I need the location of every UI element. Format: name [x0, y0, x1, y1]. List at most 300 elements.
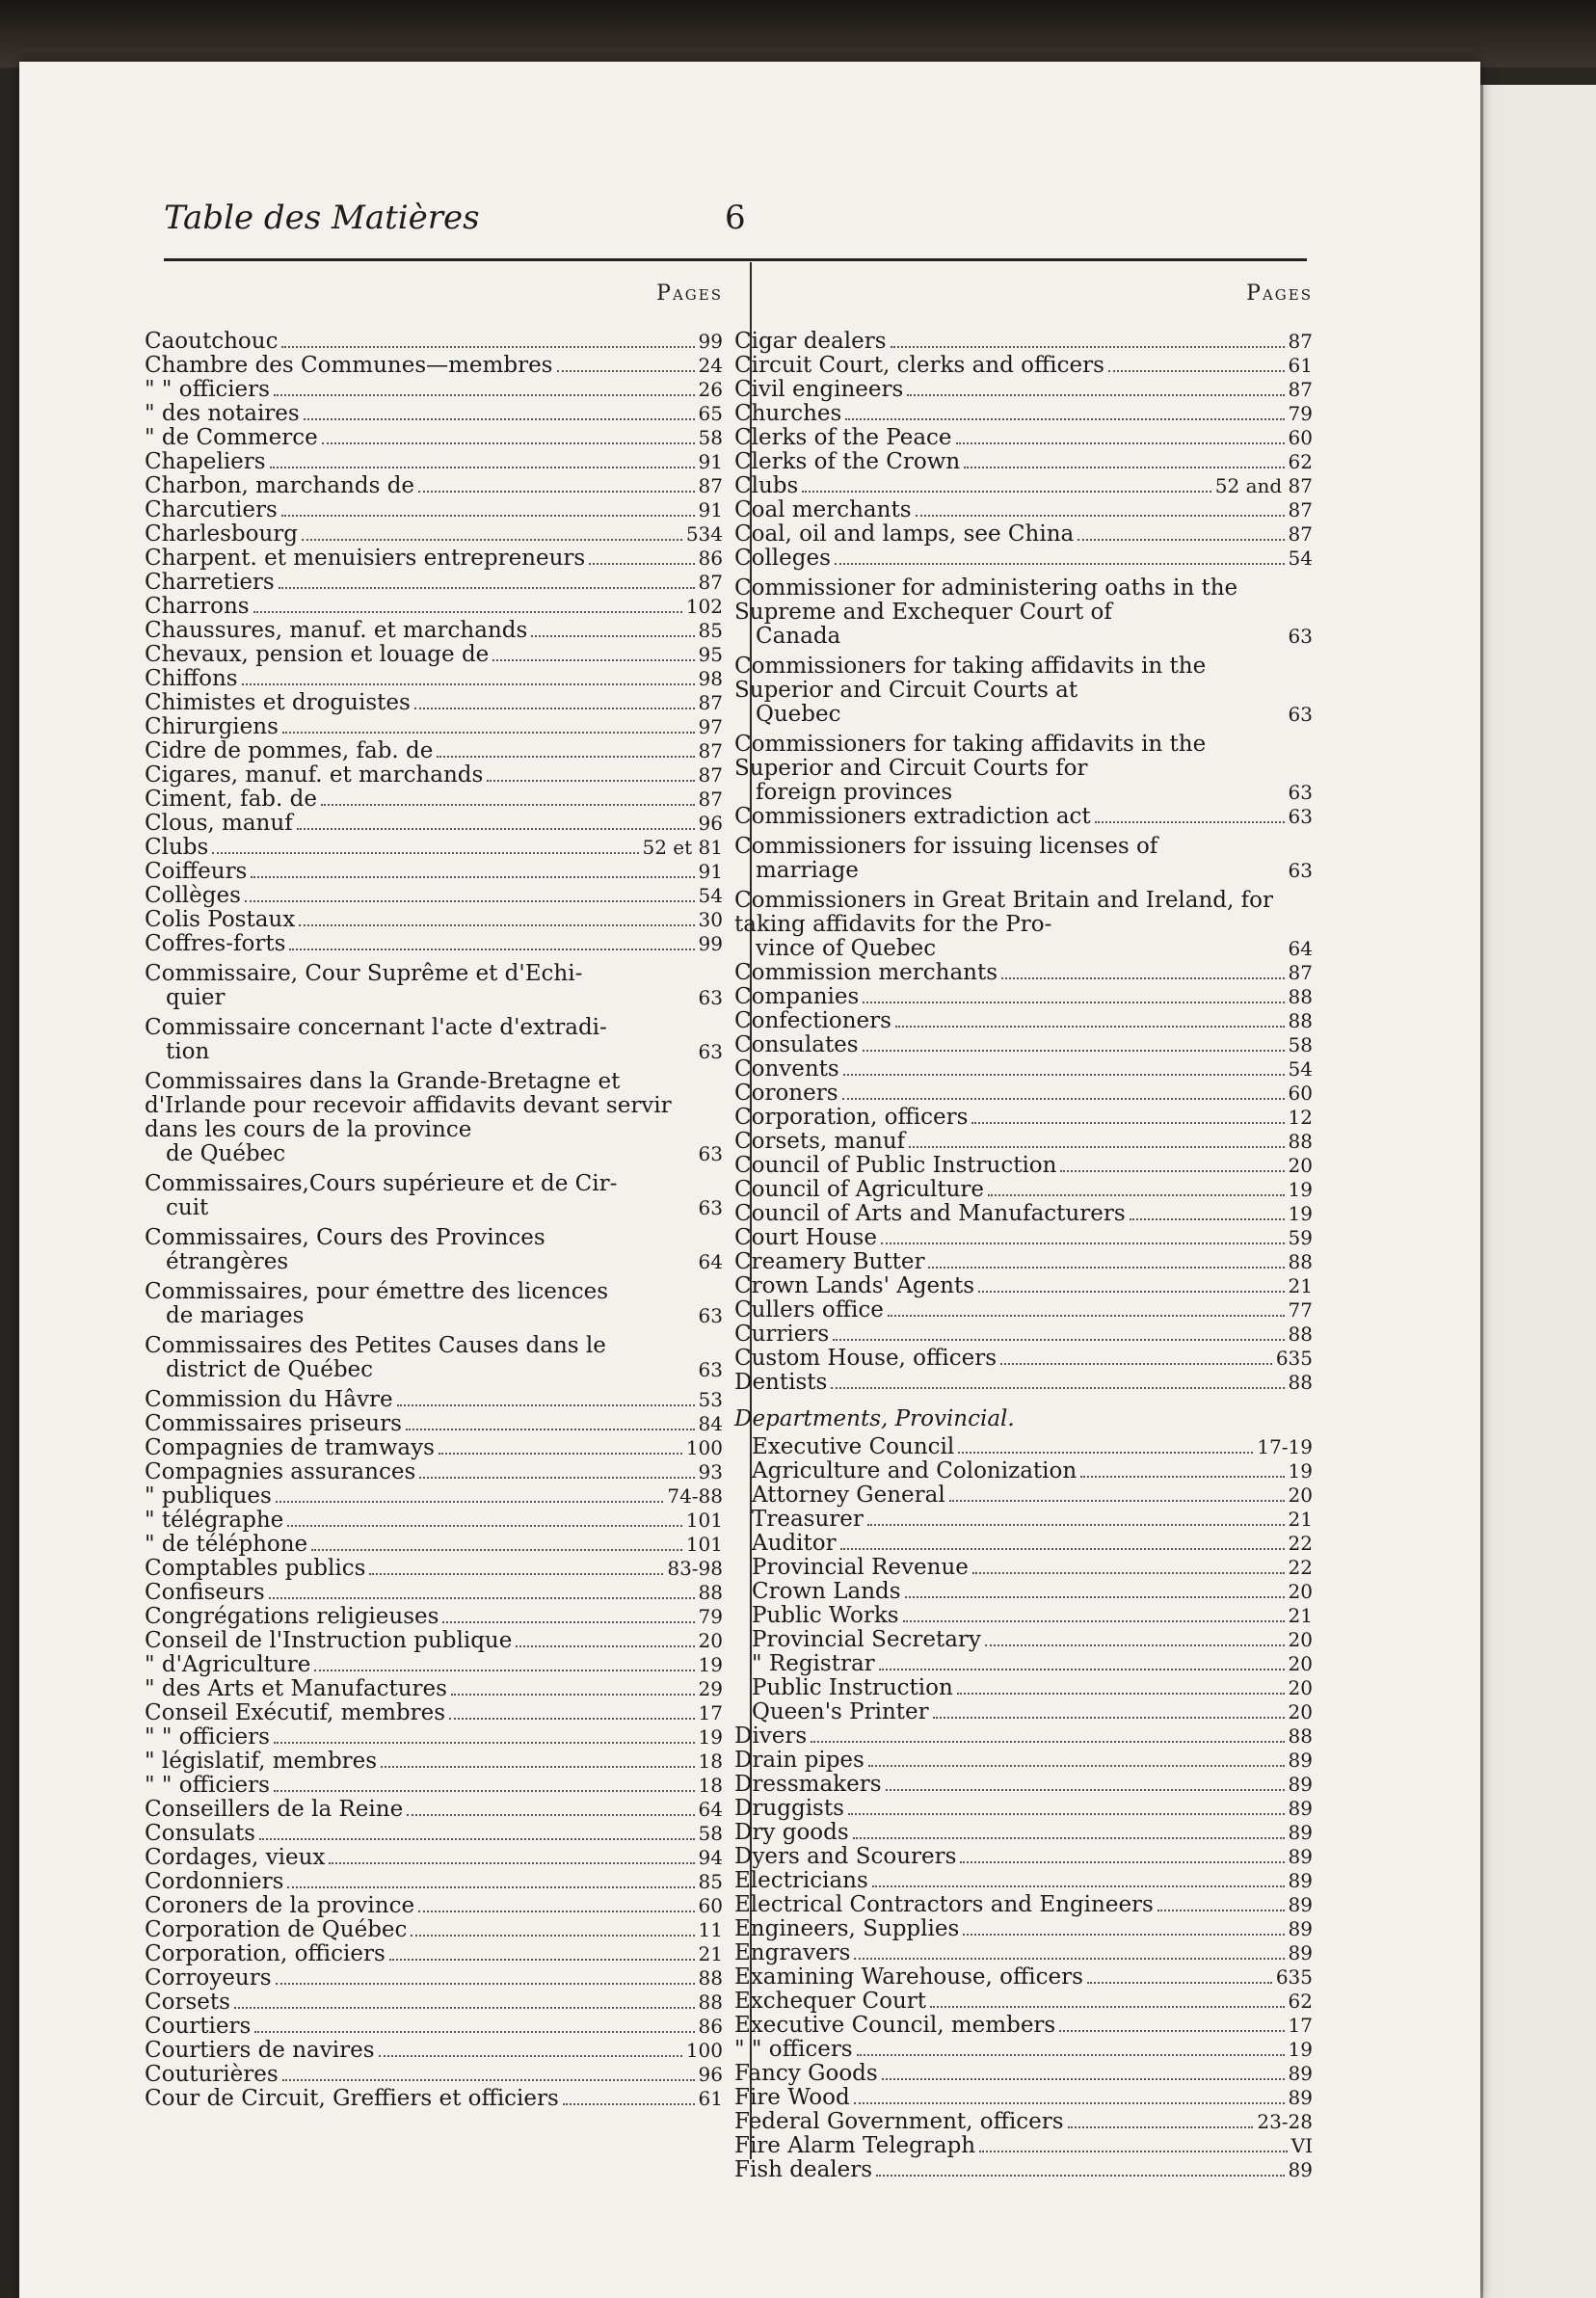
entry-title: Convents	[734, 1056, 839, 1082]
entry-title: Charbon, marchands de	[145, 473, 415, 498]
entry-page: 96	[698, 812, 723, 835]
entry-title: " des Arts et Manufactures	[145, 1676, 447, 1701]
dot-leader	[988, 1194, 1285, 1196]
entry-page: 87	[698, 739, 723, 762]
index-entry	[145, 1629, 723, 1653]
entry-page: 635	[1275, 1347, 1313, 1370]
entry-title: Caoutchouc	[145, 329, 279, 354]
entry-title: Chambre des Communes—membres	[145, 353, 553, 378]
index-entry	[145, 474, 723, 498]
entry-page: 62	[1288, 1990, 1313, 2013]
page-number: 6	[725, 199, 746, 237]
entry-title: Electricians	[734, 1868, 868, 1893]
entry-title: Engineers, Supplies	[734, 1916, 960, 1941]
dot-leader	[418, 1911, 694, 1912]
entry-title: Council of Agriculture	[734, 1177, 985, 1202]
entry-title-line: Commissaires des Petites Causes dans le	[145, 1333, 606, 1358]
dot-leader	[449, 1718, 695, 1720]
entry-title: Custom House, officers	[734, 1346, 998, 1371]
entry-page: 63	[698, 1142, 723, 1165]
entry-page: 87	[698, 571, 723, 594]
index-entry	[145, 1653, 723, 1677]
entry-page: 87	[1288, 522, 1313, 546]
dot-leader	[895, 1026, 1285, 1028]
entry-title	[145, 962, 691, 1010]
entry-page: 99	[698, 330, 723, 353]
dot-leader	[302, 539, 682, 541]
entry-title: Courtiers	[145, 2014, 252, 2039]
entry-title	[734, 889, 1281, 961]
dot-leader	[979, 2151, 1288, 2152]
entry-page: 19	[1288, 2038, 1313, 2061]
entry-title: Commissioners extradiction act	[734, 804, 1091, 829]
entry-title: Corroyeurs	[145, 1965, 272, 1991]
entry-page: 88	[698, 1581, 723, 1604]
entry-title: Coal merchants	[734, 497, 912, 522]
entry-title-line: Commissaires,Cours supérieure et de Cir-	[145, 1171, 618, 1196]
dot-leader	[379, 2055, 682, 2057]
entry-page: 100	[685, 1436, 723, 1459]
dot-leader	[845, 418, 1284, 420]
index-entry	[145, 788, 723, 812]
index-entry	[145, 1605, 723, 1629]
entry-title: Executive Council, members	[734, 2013, 1056, 2038]
entry-title: Dressmakers	[734, 1772, 882, 1797]
dot-leader	[960, 1861, 1284, 1863]
entry-page: 100	[685, 2039, 723, 2062]
entry-title: Treasurer	[752, 1507, 864, 1532]
dot-leader	[276, 1501, 664, 1503]
entry-page: 63	[1288, 805, 1313, 828]
index-entry	[145, 1533, 723, 1557]
dot-leader	[531, 635, 694, 637]
entry-page: 53	[698, 1388, 723, 1411]
entry-title: Clous, manuf	[145, 811, 293, 836]
entry-title: Fancy Goods	[734, 2061, 878, 2086]
index-entry	[145, 2087, 723, 2111]
index-entry	[752, 1459, 1313, 1483]
index-entry	[734, 474, 1313, 498]
dot-leader	[905, 1596, 1285, 1598]
entry-title	[145, 1172, 691, 1220]
dot-leader	[863, 1002, 1284, 1003]
entry-title: " publiques	[145, 1483, 272, 1509]
dot-leader	[971, 1122, 1284, 1124]
entry-title: Coroners	[734, 1081, 838, 1106]
index-entry	[145, 426, 723, 450]
dot-leader	[414, 708, 695, 709]
entry-title: Coiffeurs	[145, 859, 248, 884]
entry-page: 23-28	[1257, 2110, 1313, 2133]
entry-title: Collèges	[145, 883, 241, 908]
entry-title: " télégraphe	[145, 1508, 284, 1533]
index-entry	[145, 2039, 723, 2063]
index-entry	[145, 619, 723, 643]
entry-title: Chirurgiens	[145, 714, 279, 739]
entry-page: 63	[698, 1040, 723, 1063]
entry-title: Charrons	[145, 594, 250, 619]
entry-page: 89	[1288, 1869, 1313, 1892]
entry-page: 58	[1288, 1033, 1313, 1056]
entry-title: Fire Wood	[734, 2085, 850, 2110]
entry-page: 79	[1288, 402, 1313, 425]
entry-title: Cordages, vieux	[145, 1845, 326, 1870]
entry-title: " Registrar	[752, 1651, 875, 1676]
entry-page: 17	[1288, 2014, 1313, 2037]
entry-title	[145, 1226, 691, 1274]
entry-page: 17-19	[1257, 1435, 1313, 1458]
entry-title: Churches	[734, 401, 842, 426]
entry-page: 63	[1288, 625, 1313, 648]
index-entry	[734, 354, 1313, 378]
departments-list	[734, 1435, 1313, 1724]
entry-page: 86	[698, 2015, 723, 2038]
entry-page: 62	[1288, 450, 1313, 473]
dot-leader	[212, 852, 638, 854]
index-entry-multiline	[145, 1334, 723, 1382]
dot-leader	[881, 1243, 1285, 1244]
dot-leader	[957, 1693, 1285, 1695]
dot-leader	[854, 2102, 1285, 2104]
index-list	[734, 961, 1313, 1395]
entry-title: Ciment, fab. de	[145, 787, 317, 812]
entry-page: 87	[1288, 378, 1313, 401]
index-entry	[145, 1942, 723, 1966]
entry-page: 63	[1288, 703, 1313, 726]
dot-leader	[492, 659, 694, 661]
index-entry-multiline	[145, 1226, 723, 1274]
entry-title: Dyers and Scourers	[734, 1844, 957, 1869]
entry-title-continuation: de Québec	[166, 1141, 286, 1166]
index-entry	[734, 1797, 1313, 1821]
index-entry	[752, 1700, 1313, 1724]
index-entry	[734, 1250, 1313, 1274]
entry-page: 60	[1288, 1082, 1313, 1105]
entry-title-continuation: marriage	[756, 858, 859, 883]
entry-page: 87	[698, 691, 723, 714]
entry-page: 89	[1288, 1941, 1313, 1964]
entry-page: 85	[698, 619, 723, 642]
index-entry	[734, 1965, 1313, 1990]
index-entry	[734, 1941, 1313, 1965]
index-entry	[752, 1483, 1313, 1508]
entry-title: Creamery Butter	[734, 1249, 925, 1274]
index-entry-multiline	[145, 1280, 723, 1328]
entry-page: 85	[698, 1870, 723, 1893]
entry-page: 88	[1288, 1724, 1313, 1748]
dot-leader	[833, 1339, 1284, 1341]
dot-leader	[978, 1291, 1285, 1293]
entry-page: 89	[1288, 1893, 1313, 1916]
entry-title	[734, 835, 1281, 883]
index-entry	[734, 1347, 1313, 1371]
entry-title-line: Commissioners in Great Britain and Ireland, for taking affidavits for the Pro-	[734, 888, 1274, 937]
dot-leader	[867, 1524, 1285, 1526]
index-entry	[734, 1845, 1313, 1869]
index-entry	[734, 1917, 1313, 1941]
dot-leader	[281, 515, 695, 517]
entry-title: Cullers office	[734, 1297, 884, 1323]
dot-leader	[321, 804, 695, 806]
entry-title	[734, 733, 1281, 805]
entry-title: Druggists	[734, 1796, 844, 1821]
entry-page: 63	[698, 1358, 723, 1381]
index-list-multiline	[734, 835, 1313, 961]
index-entry	[734, 2014, 1313, 2038]
entry-page: 88	[1288, 1323, 1313, 1346]
index-entry	[145, 1870, 723, 1894]
entry-page: 63	[698, 986, 723, 1009]
index-entry	[145, 1388, 723, 1412]
entry-title: Coffres-forts	[145, 931, 286, 956]
index-list-multiline	[734, 576, 1313, 805]
dot-leader	[254, 2031, 694, 2033]
index-entry	[734, 2158, 1313, 2182]
entry-title: Conseil de l'Instruction publique	[145, 1628, 513, 1653]
photo-background	[0, 0, 1596, 67]
entry-page: VI	[1290, 2134, 1313, 2157]
entry-page: 54	[1288, 547, 1313, 570]
dot-leader	[311, 1549, 682, 1551]
entry-title: Conseil Exécutif, membres	[145, 1700, 446, 1725]
index-entry	[734, 1773, 1313, 1797]
entry-page: 88	[1288, 1009, 1313, 1032]
entry-page: 64	[698, 1250, 723, 1273]
dot-leader	[276, 1983, 695, 1985]
entry-page: 89	[1288, 1845, 1313, 1868]
dot-leader	[329, 1862, 694, 1864]
dot-leader	[1087, 1982, 1272, 1984]
dot-leader	[322, 442, 695, 444]
entry-page: 88	[698, 1991, 723, 2014]
entry-page: 20	[1288, 1580, 1313, 1603]
entry-page: 101	[685, 1533, 723, 1556]
dot-leader	[1130, 1218, 1285, 1220]
entry-title: Provincial Secretary	[752, 1627, 981, 1652]
entry-page: 89	[1288, 1749, 1313, 1772]
index-list-multiline	[145, 962, 723, 1382]
entry-title: Confiseurs	[145, 1580, 265, 1605]
entry-title: Agriculture and Colonization	[752, 1458, 1077, 1483]
dot-leader	[842, 1098, 1285, 1100]
entry-title: Charpent. et menuisiers entrepreneurs	[145, 546, 586, 571]
entry-title: Chapeliers	[145, 449, 266, 474]
entry-title: " de Commerce	[145, 425, 318, 450]
index-entry	[145, 836, 723, 860]
entry-title: Charcutiers	[145, 497, 278, 522]
entry-page: 91	[698, 498, 723, 521]
entry-page: 26	[698, 378, 723, 401]
index-entry	[145, 763, 723, 788]
index-entry	[145, 571, 723, 595]
entry-page: 60	[1288, 426, 1313, 449]
entry-page: 79	[698, 1605, 723, 1628]
index-entry	[734, 1869, 1313, 1893]
entry-page: 91	[698, 450, 723, 473]
index-entry	[145, 932, 723, 956]
index-entry	[734, 1130, 1313, 1154]
entry-page: 29	[698, 1677, 723, 1700]
index-entry	[145, 1484, 723, 1509]
dot-leader	[886, 1789, 1285, 1791]
dot-leader	[964, 467, 1284, 468]
entry-title: " " officers	[734, 2037, 853, 2062]
dot-leader	[1080, 1476, 1284, 1478]
index-entry-multiline	[145, 962, 723, 1010]
entry-page: 19	[698, 1725, 723, 1749]
entry-title-continuation: foreign provinces	[756, 780, 953, 805]
entry-title	[734, 655, 1281, 727]
dot-leader	[1108, 370, 1285, 372]
entry-title: Cigares, manuf. et marchands	[145, 762, 484, 788]
entry-page: 88	[1288, 1130, 1313, 1153]
index-entry	[734, 2134, 1313, 2158]
entry-page: 102	[685, 595, 723, 618]
dot-leader	[1059, 2030, 1284, 2032]
index-entry	[145, 1822, 723, 1846]
entry-title-continuation: district de Québec	[166, 1357, 374, 1382]
entry-page: 54	[698, 884, 723, 907]
index-entry	[145, 908, 723, 932]
index-entry	[734, 805, 1313, 829]
index-entry	[145, 1894, 723, 1918]
index-entry-multiline	[734, 835, 1313, 883]
index-entry	[734, 1033, 1313, 1057]
running-title: Table des Matières	[164, 199, 480, 237]
entry-page: 87	[1288, 498, 1313, 521]
entry-title: Corsets, manuf	[734, 1129, 906, 1154]
dot-leader	[234, 2007, 695, 2009]
index-entry	[145, 1677, 723, 1701]
entry-title: Queen's Printer	[752, 1699, 929, 1724]
entry-title: Cidre de pommes, fab. de	[145, 738, 434, 763]
entry-title: Colis Postaux	[145, 907, 296, 932]
entry-page: 88	[1288, 1371, 1313, 1394]
entry-page: 89	[1288, 1773, 1313, 1796]
entry-title: Attorney General	[752, 1483, 945, 1508]
dot-leader	[891, 346, 1285, 348]
entry-title: Divers	[734, 1724, 808, 1749]
entry-page: 99	[698, 932, 723, 955]
entry-title: Drain pipes	[734, 1748, 864, 1773]
entry-title-line: Commissioner for administering oaths in the Supreme and Exchequer Court of	[734, 575, 1238, 625]
entry-page: 19	[1288, 1202, 1313, 1225]
entry-page: 20	[1288, 1700, 1313, 1724]
dot-leader	[563, 2103, 695, 2105]
entry-title: " " officiers	[145, 1773, 270, 1798]
dot-leader	[985, 1644, 1285, 1646]
index-entry	[734, 1106, 1313, 1130]
index-entry	[145, 330, 723, 354]
dot-leader	[279, 587, 695, 589]
index-list	[734, 330, 1313, 571]
page-header	[164, 199, 1307, 261]
dot-leader	[1068, 2126, 1254, 2128]
index-entry	[734, 1226, 1313, 1250]
entry-page: 635	[1275, 1965, 1313, 1989]
entry-title: Consulats	[145, 1821, 255, 1846]
index-entry-multiline	[734, 655, 1313, 727]
dot-leader	[406, 1429, 695, 1430]
pages-heading: Pages	[1246, 281, 1313, 306]
entry-page: 74-88	[667, 1484, 723, 1508]
entry-title: Corporation de Québec	[145, 1917, 408, 1942]
dot-leader	[259, 1838, 695, 1840]
entry-title: Charretiers	[145, 570, 275, 595]
dot-leader	[868, 1765, 1285, 1767]
index-entry	[734, 1274, 1313, 1298]
index-entry	[752, 1508, 1313, 1532]
entry-title-line: Commissioners for taking affidavits in the Superior and Circuit Courts at	[734, 654, 1207, 703]
index-entry	[734, 1202, 1313, 1226]
entry-title-line: Commissioners for issuing licenses of	[734, 834, 1158, 859]
entry-title: Corporation, officers	[734, 1105, 969, 1130]
entry-title: Public Instruction	[752, 1675, 953, 1700]
dot-leader	[853, 1837, 1285, 1839]
entry-page: 64	[698, 1798, 723, 1821]
entry-page: 86	[698, 547, 723, 570]
index-entry	[734, 378, 1313, 402]
entry-page: 83-98	[667, 1557, 723, 1580]
index-entry	[145, 402, 723, 426]
dot-leader	[882, 2078, 1285, 2080]
dot-leader	[1060, 1170, 1284, 1172]
entry-title: Commission du Hâvre	[145, 1387, 393, 1412]
entry-title: Crown Lands' Agents	[734, 1273, 975, 1298]
entry-title	[145, 1334, 691, 1382]
entry-title: Provincial Revenue	[752, 1555, 969, 1580]
index-entry	[734, 2110, 1313, 2134]
index-entry	[734, 985, 1313, 1009]
dot-leader	[245, 900, 695, 902]
entry-page: 52 and 87	[1214, 474, 1313, 497]
entry-title: Commission merchants	[734, 960, 998, 985]
dot-leader	[589, 563, 694, 565]
entry-title-continuation: étrangères	[166, 1249, 289, 1274]
entry-page: 87	[698, 763, 723, 787]
entry-title: Commissaires priseurs	[145, 1411, 402, 1436]
entry-title: " de téléphone	[145, 1532, 308, 1557]
index-entry	[145, 1509, 723, 1533]
pages-heading: Pages	[656, 281, 723, 306]
dot-leader	[381, 1766, 694, 1768]
dot-leader	[848, 1813, 1285, 1815]
entry-page: 89	[1288, 2062, 1313, 2085]
index-entry	[734, 1154, 1313, 1178]
entry-page: 54	[1288, 1057, 1313, 1081]
index-entry	[145, 2063, 723, 2087]
index-entry	[145, 739, 723, 763]
entry-page: 20	[698, 1629, 723, 1652]
dot-leader	[304, 418, 695, 420]
entry-title: Coal, oil and lamps, see China	[734, 521, 1075, 547]
dot-leader	[863, 1050, 1285, 1052]
dot-leader	[287, 1525, 682, 1527]
entry-title: Courtiers de navires	[145, 2038, 375, 2063]
dot-leader	[956, 442, 1285, 444]
right-column	[734, 281, 1313, 2182]
dot-leader	[930, 2006, 1285, 2008]
entry-page: 91	[698, 860, 723, 883]
entry-page: 89	[1288, 1821, 1313, 1844]
index-entry	[145, 1581, 723, 1605]
index-list	[734, 1724, 1313, 2182]
dot-leader	[1095, 821, 1285, 823]
entry-title: Council of Arts and Manufacturers	[734, 1201, 1126, 1226]
entry-title: Corsets	[145, 1990, 230, 2015]
index-entry	[734, 961, 1313, 985]
entry-title: " " officiers	[145, 377, 270, 402]
